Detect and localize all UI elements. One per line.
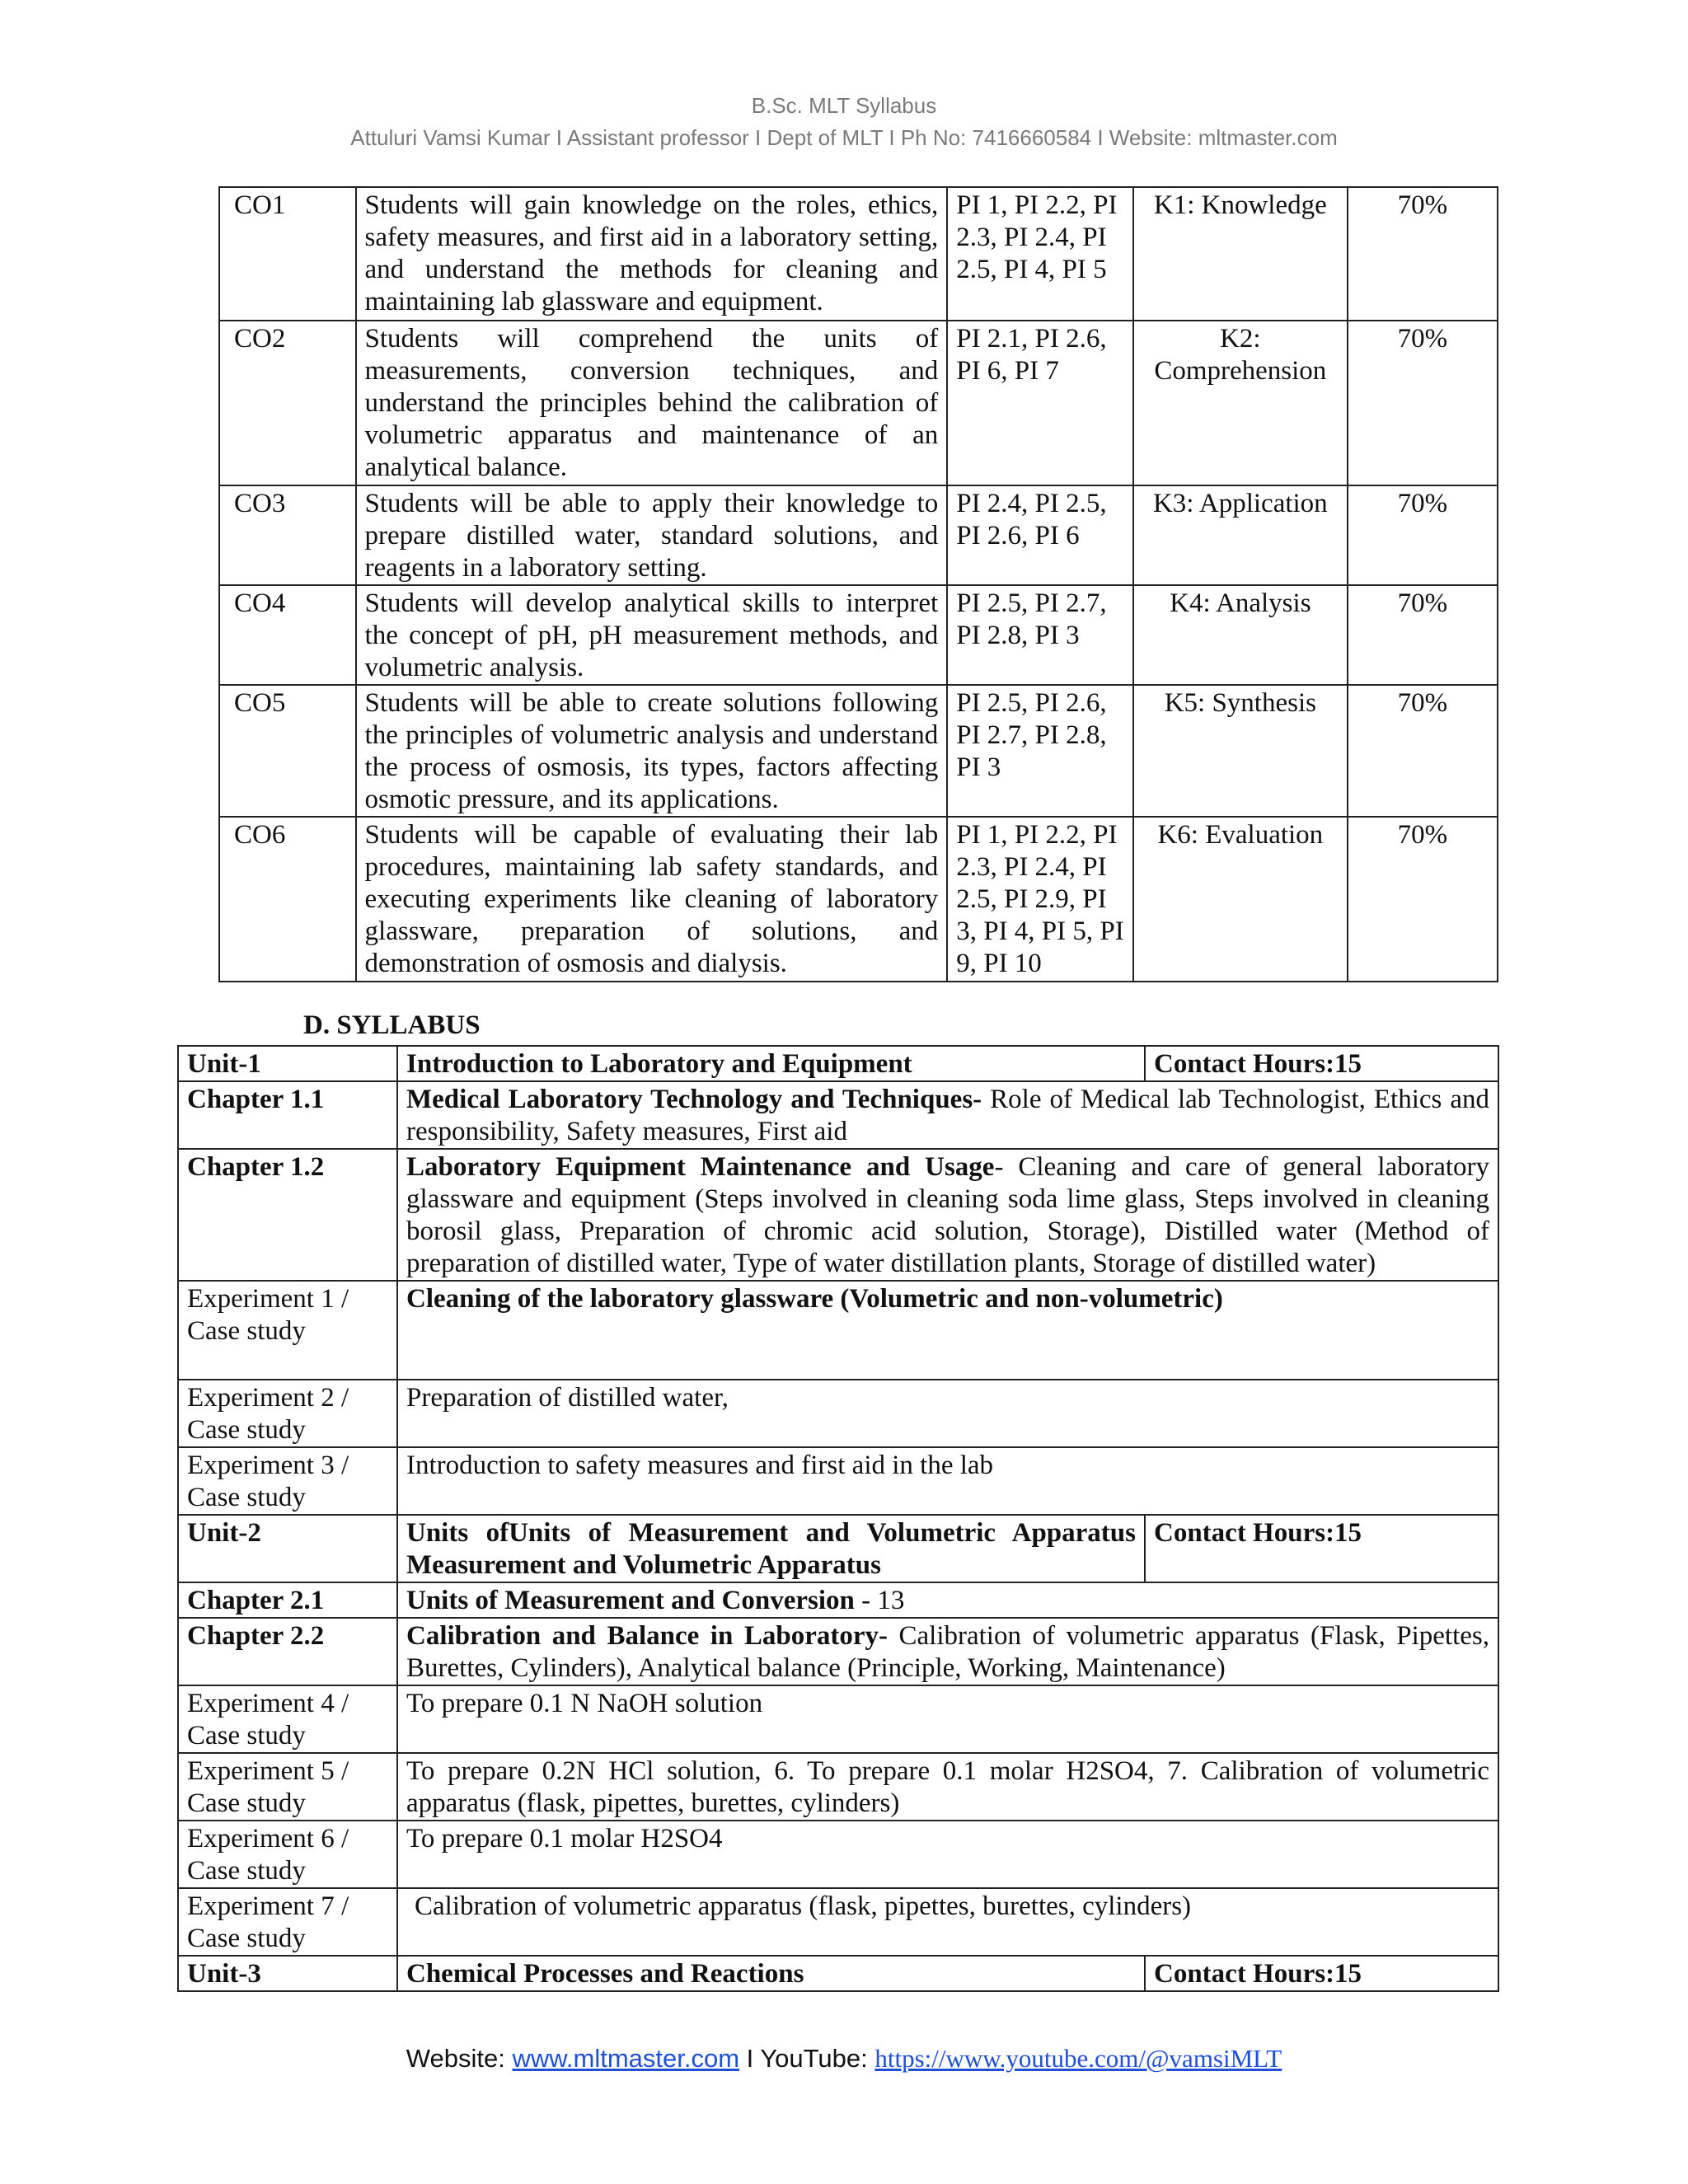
chapter-row [178, 1149, 1498, 1281]
footer-separator: I YouTube: [739, 2044, 875, 2073]
chapter-content [397, 1582, 1498, 1618]
syllabus-table [177, 1045, 1499, 1992]
chapter-heading: Medical Laboratory Technology and Techniques- [406, 1085, 982, 1114]
co-target: 70% [1348, 817, 1498, 982]
co-id: CO6 [219, 817, 356, 982]
unit-row [178, 1046, 1498, 1081]
co-target: 70% [1348, 685, 1498, 817]
co-pi: PI 2.4, PI 2.5, PI 2.6, PI 6 [947, 485, 1133, 585]
contact-hours: Contact Hours:15 [1145, 1046, 1498, 1081]
experiment-text: To prepare 0.2N HCl solution, 6. To prepare 0.1 molar H2SO4, 7. Calibration of volumetric apparatus (flask, pipettes, burettes, cylinders) [397, 1753, 1498, 1821]
experiment-label: Experiment 3 / Case study [178, 1447, 397, 1515]
youtube-link[interactable]: https://www.youtube.com/@vamsiMLT [874, 2044, 1282, 2073]
co-id: CO2 [219, 321, 356, 485]
table-row [219, 321, 1498, 485]
experiment-label: Experiment 2 / Case study [178, 1380, 397, 1447]
co-description: Students will comprehend the units of measurements, conversion techniques, and understand the principles behind the calibration of volumetric apparatus and maintenance of an analytical balance. [356, 321, 948, 485]
co-target: 70% [1348, 585, 1498, 685]
experiment-row [178, 1888, 1498, 1956]
unit-label: Unit-1 [178, 1046, 397, 1081]
unit-title: Units ofUnits of Measurement and Volumetric Apparatus Measurement and Volumetric Apparatus [397, 1515, 1145, 1582]
chapter-heading: Units of Measurement and Conversion [406, 1586, 855, 1615]
unit-row [178, 1515, 1498, 1582]
contact-hours: Contact Hours:15 [1145, 1515, 1498, 1582]
chapter-label: Chapter 1.1 [178, 1081, 397, 1149]
chapter-row [178, 1081, 1498, 1149]
table-row [219, 187, 1498, 321]
experiment-row [178, 1821, 1498, 1888]
experiment-row [178, 1380, 1498, 1447]
co-pi: PI 2.1, PI 2.6, PI 6, PI 7 [947, 321, 1133, 485]
experiment-label: Experiment 4 / Case study [178, 1685, 397, 1753]
experiment-text: Introduction to safety measures and first aid in the lab [397, 1447, 1498, 1515]
experiment-text: Preparation of distilled water, [397, 1380, 1498, 1447]
unit-row [178, 1956, 1498, 1991]
co-level: K3: Application [1133, 485, 1348, 585]
chapter-label: Chapter 1.2 [178, 1149, 397, 1281]
co-id: CO3 [219, 485, 356, 585]
chapter-text: Role of Medical lab Technologist, Ethics and responsibility, Safety measures, First aid [406, 1085, 1490, 1146]
experiment-text: Cleaning of the laboratory glassware (Volumetric and non-volumetric) [397, 1281, 1498, 1380]
experiment-row [178, 1281, 1498, 1380]
co-id: CO1 [219, 187, 356, 321]
co-level: K5: Synthesis [1133, 685, 1348, 817]
co-description: Students will be able to apply their knowledge to prepare distilled water, standard solutions, and reagents in a laboratory setting. [356, 485, 948, 585]
course-outcomes-table [218, 186, 1498, 982]
chapter-content [397, 1618, 1498, 1685]
co-pi: PI 1, PI 2.2, PI 2.3, PI 2.4, PI 2.5, PI 2.9, PI 3, PI 4, PI 5, PI 9, PI 10 [947, 817, 1133, 982]
experiment-text: To prepare 0.1 N NaOH solution [397, 1685, 1498, 1753]
co-level: K2: Comprehension [1133, 321, 1348, 485]
table-row [219, 485, 1498, 585]
experiment-row [178, 1685, 1498, 1753]
chapter-label: Chapter 2.1 [178, 1582, 397, 1618]
footer-website-label: Website: [406, 2044, 513, 2073]
chapter-heading: Laboratory Equipment Maintenance and Usage [406, 1152, 995, 1182]
experiment-text: Calibration of volumetric apparatus (flask, pipettes, burettes, cylinders) [397, 1888, 1498, 1956]
chapter-text: Calibration of volumetric apparatus (Flask, Pipettes, Burettes, Cylinders), Analytical balance (Principle, Working, Maintenance) [406, 1621, 1489, 1683]
chapter-text: - 13 [854, 1586, 905, 1615]
experiment-row [178, 1447, 1498, 1515]
co-id: CO4 [219, 585, 356, 685]
unit-title: Chemical Processes and Reactions [397, 1956, 1145, 1991]
experiment-row [178, 1753, 1498, 1821]
table-row [219, 817, 1498, 982]
table-row [219, 585, 1498, 685]
chapter-content [397, 1081, 1498, 1149]
header-title: B.Sc. MLT Syllabus [751, 93, 937, 118]
co-level: K6: Evaluation [1133, 817, 1348, 982]
chapter-heading: Calibration and Balance in Laboratory- [406, 1621, 888, 1651]
co-target: 70% [1348, 187, 1498, 321]
co-id: CO5 [219, 685, 356, 817]
unit-label: Unit-2 [178, 1515, 397, 1582]
chapter-content [397, 1149, 1498, 1281]
co-description: Students will gain knowledge on the roles, ethics, safety measures, and first aid in a laboratory setting, and understand the methods for cleaning and maintaining lab glassware and equipment. [356, 187, 948, 321]
experiment-label: Experiment 6 / Case study [178, 1821, 397, 1888]
chapter-label: Chapter 2.2 [178, 1618, 397, 1685]
co-description: Students will develop analytical skills to interpret the concept of pH, pH measurement methods, and volumetric analysis. [356, 585, 948, 685]
unit-title: Introduction to Laboratory and Equipment [397, 1046, 1145, 1081]
chapter-text: - Cleaning and care of general laboratory glassware and equipment (Steps involved in cleaning soda lime glass, Steps involved in cleaning borosil glass, Preparation of chromic acid solution, Storage), Distilled water (Method of preparation of distilled water, Type of water distillation plants, Storage of distilled water) [406, 1152, 1489, 1278]
header-subtitle: Attuluri Vamsi Kumar I Assistant professor I Dept of MLT I Ph No: 7416660584 I Website: mltmaster.com [350, 125, 1338, 150]
chapter-row [178, 1582, 1498, 1618]
page-footer [0, 2044, 1688, 2074]
experiment-label: Experiment 7 / Case study [178, 1888, 397, 1956]
co-pi: PI 2.5, PI 2.7, PI 2.8, PI 3 [947, 585, 1133, 685]
co-target: 70% [1348, 321, 1498, 485]
co-level: K1: Knowledge [1133, 187, 1348, 321]
section-title: D. SYLLABUS [303, 1010, 481, 1040]
contact-hours: Contact Hours:15 [1145, 1956, 1498, 1991]
experiment-label: Experiment 1 / Case study [178, 1281, 397, 1380]
experiment-text: To prepare 0.1 molar H2SO4 [397, 1821, 1498, 1888]
experiment-label: Experiment 5 / Case study [178, 1753, 397, 1821]
unit-label: Unit-3 [178, 1956, 397, 1991]
co-description: Students will be capable of evaluating their lab procedures, maintaining lab safety standards, and executing experiments like cleaning of laboratory glassware, preparation of solutions, and demonstration of osmosis and dialysis. [356, 817, 948, 982]
table-row [219, 685, 1498, 817]
website-link[interactable]: www.mltmaster.com [512, 2044, 740, 2073]
co-target: 70% [1348, 485, 1498, 585]
co-description: Students will be able to create solutions following the principles of volumetric analysis and understand the process of osmosis, its types, factors affecting osmotic pressure, and its applications. [356, 685, 948, 817]
co-pi: PI 2.5, PI 2.6, PI 2.7, PI 2.8, PI 3 [947, 685, 1133, 817]
co-level: K4: Analysis [1133, 585, 1348, 685]
co-pi: PI 1, PI 2.2, PI 2.3, PI 2.4, PI 2.5, PI 4, PI 5 [947, 187, 1133, 321]
chapter-row [178, 1618, 1498, 1685]
